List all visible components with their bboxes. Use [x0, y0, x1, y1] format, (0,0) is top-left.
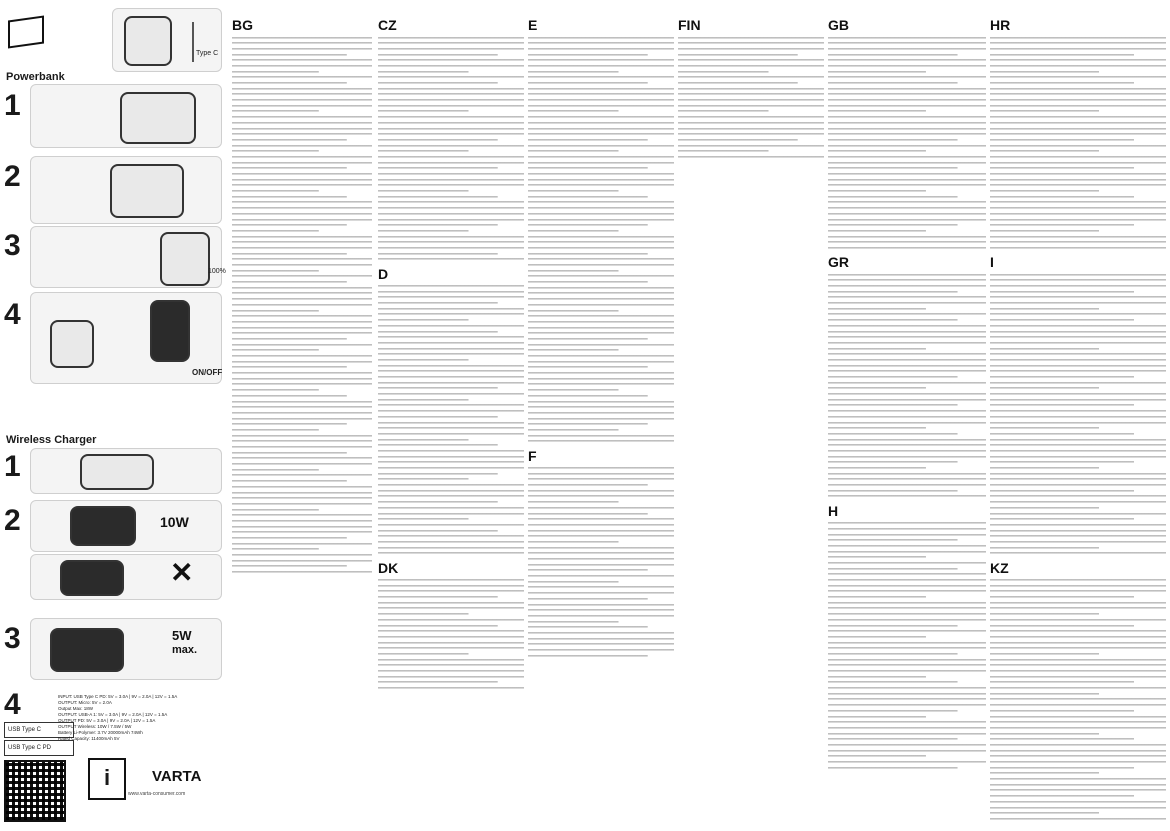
- illustration-column: [0, 0, 228, 831]
- type-c-label: Type C: [196, 50, 219, 57]
- language-section: [990, 561, 1166, 825]
- powerbank-step-2: 2: [4, 160, 21, 193]
- phone-on-pad-image: [50, 628, 124, 672]
- language-code-heading: FIN: [678, 17, 701, 33]
- text-column: [828, 14, 986, 824]
- usb-type-c-label: USB Type C: [8, 727, 41, 733]
- wireless-step-4: 4: [4, 688, 21, 721]
- technical-specs: [58, 694, 218, 742]
- spec-line: INPUT: USB Type C PD: 5V = 3.0A | 9V = 2.0A | 12V = 1.5A: [58, 694, 178, 699]
- spec-line: OUTPUT PD: 5V = 3.0A | 9V = 2.0A | 12V = 1.5A: [58, 718, 156, 723]
- usb-type-c-pd-label: USB Type C PD: [8, 745, 51, 751]
- wireless-5w-max-label: max.: [172, 644, 198, 656]
- language-section: [828, 255, 986, 500]
- spec-line: Output Max: 18W: [58, 706, 94, 711]
- text-line: [828, 765, 986, 771]
- text-column: [378, 14, 524, 824]
- text-line: [990, 551, 1166, 557]
- powerbank-image: [120, 92, 196, 144]
- section-label-powerbank: Powerbank: [6, 71, 65, 83]
- language-code-heading: D: [378, 265, 389, 282]
- language-section: [990, 255, 1166, 556]
- powerbank-step-3: 3: [4, 229, 21, 262]
- phone-on-pad-image: [60, 560, 124, 596]
- language-section: [378, 18, 524, 263]
- language-code-heading: HR: [990, 17, 1011, 33]
- section-label-wireless-charger: Wireless Charger: [6, 434, 97, 446]
- language-section: [528, 18, 674, 445]
- cross-icon: ✕: [170, 557, 194, 588]
- language-code-heading: KZ: [990, 559, 1009, 576]
- spec-line: Rated Capacity: 11400mAh 5V: [58, 736, 120, 741]
- usb-type-c-pd-port-row: [4, 740, 74, 756]
- language-section: [232, 18, 372, 575]
- phone-image: [150, 300, 190, 362]
- language-code-heading: GB: [828, 17, 849, 33]
- language-section: [828, 504, 986, 771]
- text-line: [378, 551, 524, 557]
- text-line: [528, 653, 674, 659]
- charge-percent-label: 100%: [208, 268, 226, 275]
- language-section: [828, 18, 986, 251]
- text-line: [232, 570, 372, 576]
- spec-line: Battery Li-Polymer: 3.7V 20000mAh 74Wh: [58, 730, 143, 735]
- powerbank-image: [110, 164, 184, 218]
- text-line: [378, 257, 524, 263]
- language-code-heading: DK: [378, 559, 399, 576]
- language-section: [678, 18, 824, 160]
- varta-website: www.varta-consumer.com: [128, 791, 186, 797]
- text-column: [678, 14, 824, 824]
- language-code-heading: CZ: [378, 17, 397, 33]
- package-icon: [8, 15, 44, 48]
- on-off-label: ON/OFF: [192, 368, 223, 377]
- powerbank-image: [50, 320, 94, 368]
- info-icon: i: [88, 758, 126, 800]
- text-column: [232, 14, 372, 824]
- phone-on-pad-image: [70, 506, 136, 546]
- language-section: [528, 449, 674, 659]
- language-code-heading: I: [990, 254, 994, 271]
- language-section: [378, 267, 524, 557]
- wireless-step-2: 2: [4, 504, 21, 537]
- language-code-heading: E: [528, 17, 538, 33]
- language-code-heading: GR: [828, 254, 849, 271]
- spec-line: OUTPUT: Micro: 5V = 2.0A: [58, 700, 112, 705]
- text-column: [990, 14, 1166, 824]
- powerbank-image: [124, 16, 172, 66]
- text-line: [528, 439, 674, 445]
- text-line: [828, 494, 986, 500]
- text-line: [378, 686, 524, 692]
- text-line: [990, 245, 1166, 251]
- language-code-heading: H: [828, 502, 839, 519]
- language-section: [990, 18, 1166, 251]
- cable-image: [192, 22, 194, 62]
- wireless-step-1: 1: [4, 450, 21, 483]
- spec-line: OUTPUT Wireless: 10W / 7.5W / 5W: [58, 724, 132, 729]
- text-column: [528, 14, 674, 824]
- wireless-step-3: 3: [4, 622, 21, 655]
- powerbank-image: [80, 454, 154, 490]
- powerbank-step-4: 4: [4, 298, 21, 331]
- powerbank-step-1: 1: [4, 89, 21, 122]
- powerbank-image: [160, 232, 210, 286]
- language-section: [378, 561, 524, 692]
- wireless-5w-label: 5W: [172, 628, 192, 643]
- wireless-10w-label: 10W: [160, 514, 189, 530]
- spec-line: OUTPUT: USB-A 1: 5V = 3.0A | 9V = 2.0A | 12V = 1.5A: [58, 712, 168, 717]
- qr-code: [4, 760, 66, 822]
- language-code-heading: BG: [232, 17, 253, 33]
- text-line: [990, 822, 1166, 824]
- varta-logo: VARTA: [152, 768, 202, 785]
- text-line: [678, 154, 824, 160]
- text-line: [828, 245, 986, 251]
- language-code-heading: F: [528, 447, 537, 464]
